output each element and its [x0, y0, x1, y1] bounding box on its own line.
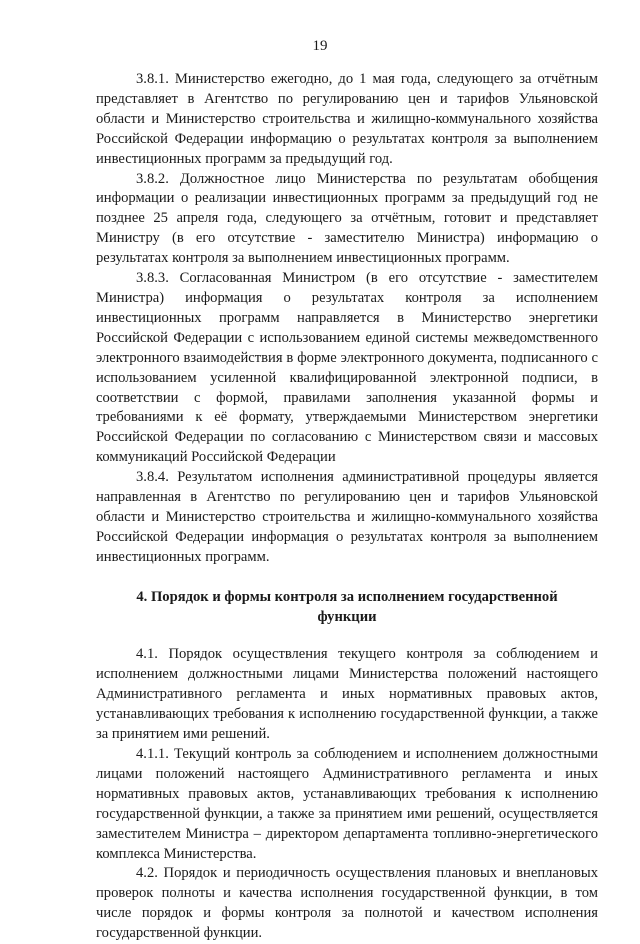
paragraph-4-1-1: 4.1.1. Текущий контроль за соблюдением и исполнением должностными лицами положений настоящего Административного регламента и иных нормативных правовых актов, устанавливающих требования к исполнению государственной функции, а также за принятием ими решений, осуществляется заместителем Министра – директором департамента топливно-энергетического комплекса Министерства.: [96, 746, 598, 862]
paragraph-4-2: 4.2. Порядок и периодичность осуществления плановых и внеплановых проверок полноты и качества исполнения государственной функции, в том числе порядок и формы контроля за полнотой и качеством исполнения государственной функции.: [96, 865, 598, 942]
document-body: [96, 70, 598, 944]
paragraph-3-8-2: 3.8.2. Должностное лицо Министерства по результатам обобщения информации о реализации инвестиционных программ за предыдущий год не позднее 25 апреля года, следующего за отчётным, готовит и представляет Министру (в его отсутствие - заместителю Министра) информацию о результатах контроля за выполнением инвестиционных программ.: [96, 170, 598, 267]
paragraph-4-1: 4.1. Порядок осуществления текущего контроля за соблюдением и исполнением должностными лицами Министерства положений настоящего Административного регламента и иных нормативных правовых актов, устанавливающих требования к исполнению государственной функции, а также за принятием ими решений.: [96, 646, 598, 743]
paragraph-3-8-1: 3.8.1. Министерство ежегодно, до 1 мая года, следующего за отчётным представляет в Агентство по регулированию цен и тарифов Ульяновской области и Министерство строительства и жилищно-коммунального хозяйства Российской Федерации информацию о результатах контроля за выполнением инвестиционных программ за предыдущий год.: [96, 71, 598, 167]
page-number: 19: [312, 38, 328, 54]
paragraph-3-8-3: 3.8.3. Согласованная Министром (в его отсутствие - заместителем Министра) информация о результатах контроля за исполнением инвестиционных программ направляется в Министерство энергетики Российской Федерации с использованием единой системы межведомственного электронного взаимодействия в форме электронного документа, подписанного с использованием усиленной квалифицированной электронной подписи, в соответствии с формой, правилами заполнения указанной формы и требованиями к её формату, утверждаемыми Министерством энергетики Российской Федерации по согласованию с Министерством связи и массовых коммуникаций Российской Федерации: [96, 270, 598, 466]
paragraph-3-8-4: 3.8.4. Результатом исполнения административной процедуры является направленная в Агентство по регулированию цен и тарифов Ульяновской области и Министерство строительства и жилищно-коммунального хозяйства Российской Федерации информация о результатах контроля за выполнением инвестиционных программ.: [96, 469, 598, 565]
section-heading-4: 4. Порядок и формы контроля за исполнением государственной функции: [136, 588, 558, 625]
